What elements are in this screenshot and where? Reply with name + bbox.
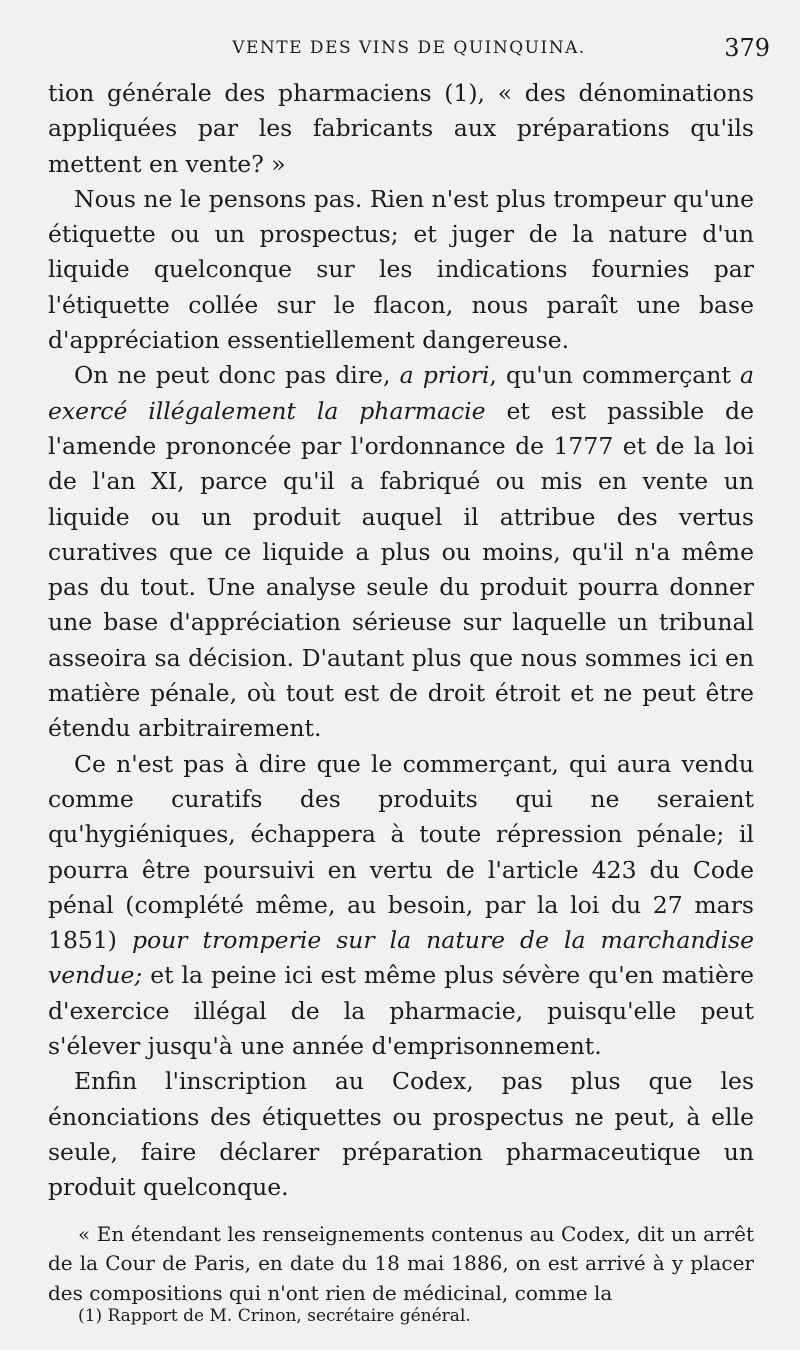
block-quote: « En étendant les renseignements contenus au Codex, dit un arrêt de la Cour de Paris, en date du 18 mai 1886, on est arrivé à y placer des compositions qui n'ont rien de médicinal, comme la	[48, 1221, 754, 1305]
paragraph	[48, 182, 754, 358]
italic-text: a exercé illégalement la pharmacie	[48, 361, 754, 425]
text-run: , qu'un commerçant	[489, 361, 740, 390]
italic-text: a priori	[399, 361, 490, 390]
paragraph	[48, 1064, 754, 1205]
paragraph	[48, 76, 754, 182]
text-run: Nous ne le pensons pas. Rien n'est plus trompeur qu'une étiquette ou un prospectus; et juger de la nature d'un liquide quelconque sur les indications fournies par l'étiquette collée sur le flacon, nous paraît une base d'appréciation essentiellement dangereuse.	[48, 184, 754, 355]
text-run: Ce n'est pas à dire que le commerçant, qui aura vendu comme curatifs des produits qui ne seraient qu'hygiéniques, échappera à toute répression pénale; il pourra être poursuivi en vertu de l'article 423 du Code pénal (complété même, au besoin, par la loi du 27 mars 1851)	[48, 749, 754, 955]
text-run: Enfin l'inscription au Codex, pas plus que les énonciations des étiquettes ou prospectus ne peut, à elle seule, faire déclarer préparation pharmaceutique un produit quelconque.	[48, 1067, 754, 1202]
paragraph	[48, 747, 754, 1065]
page-number: 379	[724, 34, 770, 62]
text-run: On ne peut donc pas dire,	[74, 361, 400, 390]
text-run: et la peine ici est même plus sévère qu'en matière d'exercice illégal de la pharmacie, puisqu'elle peut s'élever jusqu'à une année d'emprisonnement.	[48, 961, 754, 1061]
italic-text: pour tromperie sur la nature de la marchandise vendue;	[48, 926, 754, 990]
footnote: (1) Rapport de M. Crinon, secrétaire général.	[78, 1306, 471, 1326]
running-head: VENTE DES VINS DE QUINQUINA.	[232, 38, 586, 58]
text-run: tion générale des pharmaciens (1), « des dénominations appliquées par les fabricants aux préparations qu'ils mettent en vente? »	[48, 79, 754, 178]
body-text	[48, 76, 754, 1308]
paragraph	[48, 358, 754, 746]
page-header	[48, 34, 770, 64]
text-run: et est passible de l'amende prononcée par l'ordonnance de 1777 et de la loi de l'an XI, parce qu'il a fabriqué ou mis en vente un liquide ou un produit auquel il attribue des vertus curatives que ce liquide a plus ou moins, qu'il n'a même pas du tout. Une analyse seule du produit pourra donner une base d'appréciation sérieuse sur laquelle un tribunal asseoira sa décision. D'autant plus que nous sommes ici en matière pénale, où tout est de droit étroit et ne peut être étendu arbitrairement.	[48, 396, 755, 743]
